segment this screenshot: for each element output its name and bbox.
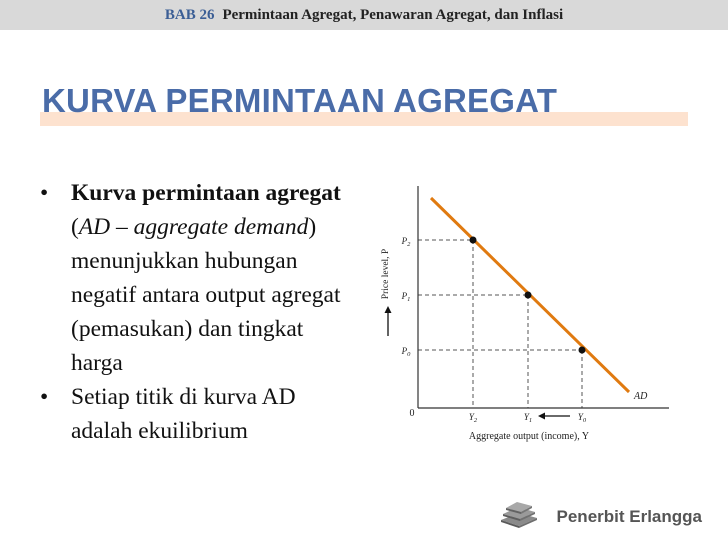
bullet-item — [40, 380, 350, 448]
diagram-canvas — [374, 178, 704, 446]
curve-label: AD — [634, 391, 648, 402]
point-p1-y1 — [525, 292, 532, 299]
bullet-list — [40, 176, 350, 448]
point-p2-y2 — [470, 237, 477, 244]
chapter-number: BAB 26 — [164, 7, 215, 23]
chapter-header — [0, 0, 728, 30]
tick-label-p1: $P_1$ — [401, 291, 411, 303]
point-p0-y0 — [579, 347, 586, 354]
bullet-item — [40, 176, 350, 380]
bullet-paren-open: ( — [71, 214, 79, 240]
increase-price-arrow — [385, 306, 392, 336]
origin-label: 0 — [409, 408, 415, 419]
y-axis-label: Price level, P — [381, 248, 391, 300]
bullet-dot: • — [40, 180, 49, 206]
slide-title: KURVA PERMINTAAN AGREGAT — [42, 82, 558, 119]
publisher-name: Penerbit Erlangga — [556, 507, 702, 526]
bullet-text: ) menunjukkan hubungan negatif antara output agregat (pemasukan) dan tingkat harga — [71, 214, 341, 376]
tick-label-y1: $Y_1$ — [523, 412, 533, 424]
chapter-title: Permintaan Agregat, Penawaran Agregat, dan Inflasi — [222, 7, 564, 23]
bullet-text: Setiap titik di kurva AD adalah ekuilibrium — [71, 384, 296, 444]
tick-label-p0: $P_0$ — [401, 346, 411, 358]
tick-label-y0: $Y_0$ — [577, 412, 587, 424]
decrease-output-arrow — [538, 413, 570, 420]
footer — [497, 505, 702, 529]
tick-label-y2: $Y_2$ — [468, 412, 478, 424]
tick-label-p2: $P_2$ — [401, 236, 411, 248]
bullet-term: Kurva permintaan agregat — [71, 180, 341, 206]
aggregate-demand-diagram — [374, 178, 704, 446]
bullet-term-definition: AD – aggregate demand — [78, 214, 309, 240]
x-axis-label: Aggregate output (income), Y — [468, 431, 590, 442]
bullet-dot: • — [40, 384, 49, 410]
book-stack-icon — [497, 502, 539, 533]
